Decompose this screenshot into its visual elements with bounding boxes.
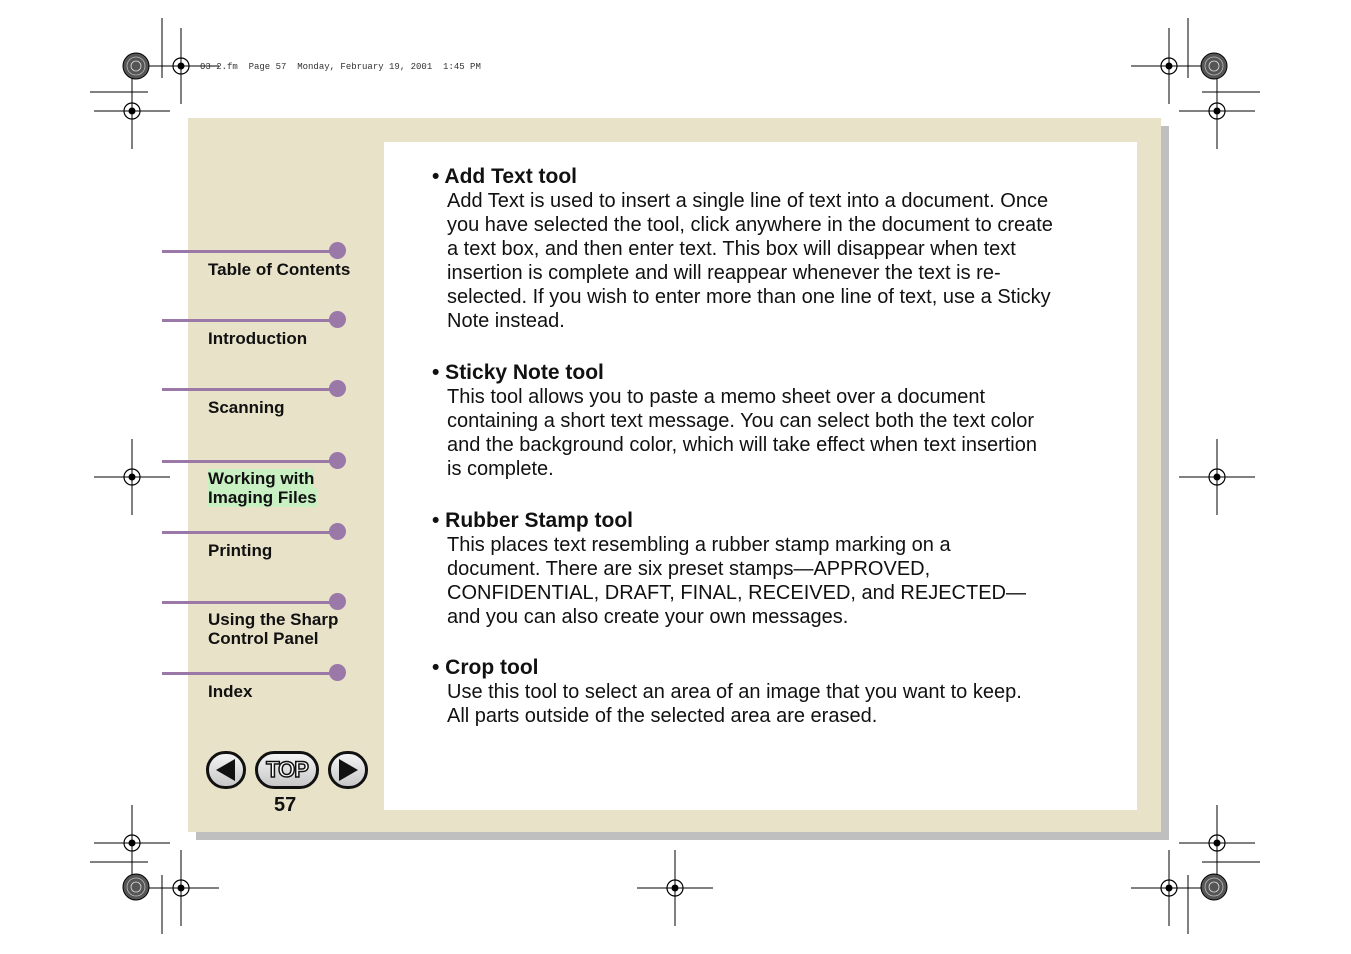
nav-dot-icon — [329, 593, 346, 610]
page-number: 57 — [274, 794, 297, 816]
triangle-right-icon — [337, 758, 359, 782]
file-info-header: 03-2.fm Page 57 Monday, February 19, 2001 1:45 PM — [200, 62, 481, 72]
nav-dot-icon — [329, 523, 346, 540]
section-body: This tool allows you to paste a memo sheet over a document containing a short text message. You can select both the text color and the background color, which will take effect when text insertion is complete. — [447, 386, 1037, 480]
section-body: Use this tool to select an area of an image that you want to keep. All parts outside of the selected area are erased. — [447, 681, 1022, 727]
section-title: • Sticky Note tool — [432, 361, 604, 384]
section-rubber-stamp-tool — [432, 509, 1122, 629]
section-body: This places text resembling a rubber stamp marking on a document. There are six preset stamps—APPROVED, CONFIDENTIAL, DRAFT, FINAL, RECEIVED, and REJECTED— and you can also create your own messages. — [447, 534, 1026, 628]
nav-label-line2: Imaging Files — [208, 488, 317, 507]
nav-dot-icon — [329, 311, 346, 328]
section-title: • Rubber Stamp tool — [432, 509, 634, 532]
section-body: Add Text is used to insert a single line of text into a document. Once you have selected the tool, click anywhere in the document to create a text box, and then enter text. This box will disappear when text insertion is complete and will reappear whenever the text is re- selected. If you wish to enter more than one line of text, use a Sticky Note instead. — [447, 190, 1053, 332]
nav-label: Index — [208, 682, 253, 701]
section-sticky-note-tool — [432, 361, 1122, 481]
section-title: • Add Text tool — [432, 165, 578, 188]
nav-dot-icon — [329, 664, 346, 681]
nav-dot-icon — [329, 242, 346, 259]
section-title: • Crop tool — [432, 656, 539, 679]
triangle-left-icon — [215, 758, 237, 782]
nav-label: Table of Contents — [208, 260, 351, 279]
nav-label-line1: Working with — [208, 469, 315, 488]
nav-dot-icon — [329, 452, 346, 469]
nav-dot-icon — [329, 380, 346, 397]
next-page-button[interactable] — [328, 751, 368, 789]
section-add-text-tool — [432, 165, 1122, 333]
nav-label: Printing — [208, 541, 273, 560]
top-button[interactable]: TOP — [255, 751, 319, 789]
section-crop-tool — [432, 656, 1122, 728]
nav-label-line2: Control Panel — [208, 629, 319, 648]
nav-label: Introduction — [208, 329, 308, 348]
nav-label-line1: Using the Sharp — [208, 610, 339, 629]
prev-page-button[interactable] — [206, 751, 246, 789]
nav-label: Scanning — [208, 398, 285, 417]
